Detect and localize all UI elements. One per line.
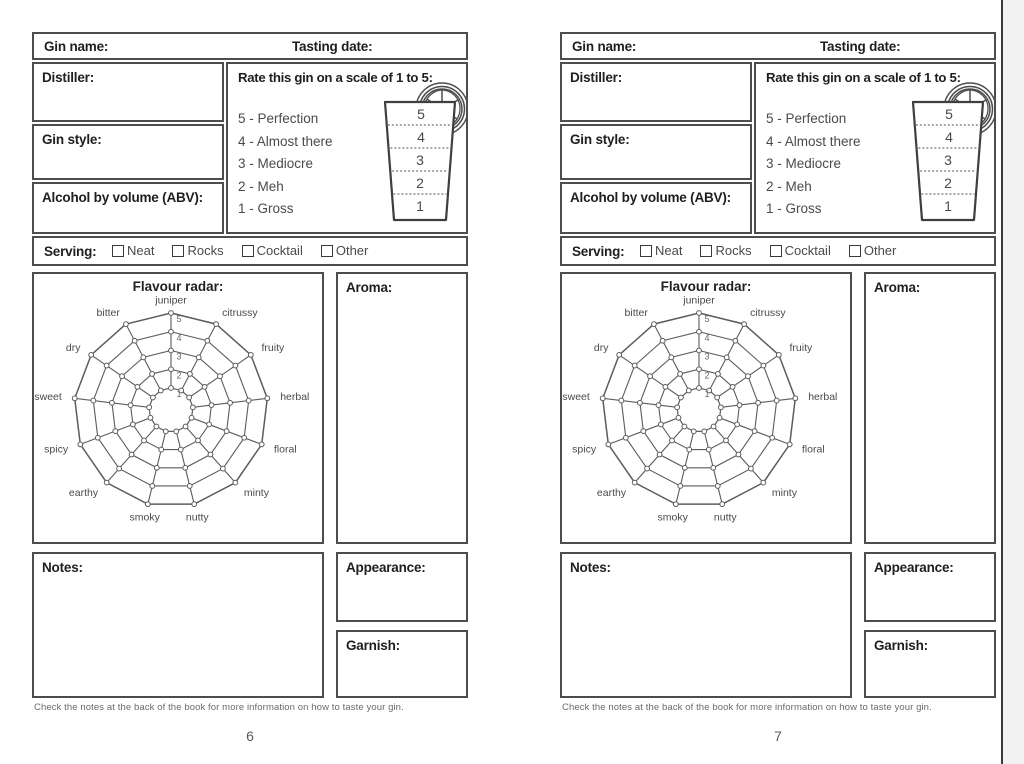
- radar-point: [187, 484, 192, 489]
- radar-point: [196, 355, 201, 360]
- radar-point: [711, 465, 716, 470]
- radar-point: [154, 424, 159, 429]
- radar-point: [702, 429, 707, 434]
- radar-point: [619, 398, 624, 403]
- radar-point: [188, 372, 193, 377]
- rating-item: 3 - Mediocre: [238, 156, 314, 171]
- appearance-label: Appearance:: [874, 560, 954, 575]
- aroma-label: Aroma:: [874, 280, 921, 295]
- garnish-label: Garnish:: [874, 638, 928, 653]
- radar-point: [141, 355, 146, 360]
- radar-point: [124, 322, 129, 327]
- radar-point: [159, 447, 164, 452]
- radar-point: [770, 435, 775, 440]
- checkbox-icon[interactable]: [321, 245, 333, 257]
- rating-item: 3 - Mediocre: [766, 156, 842, 171]
- radar-point: [163, 429, 168, 434]
- radar-point: [208, 452, 213, 457]
- radar-point: [676, 415, 681, 420]
- radar-category-label: nutty: [713, 511, 737, 524]
- radar-point: [233, 363, 238, 368]
- radar-category-label: dry: [65, 342, 81, 354]
- serving-option-other[interactable]: [321, 243, 369, 258]
- flavour-radar-chart[interactable]: [562, 292, 850, 542]
- radar-point: [697, 311, 702, 316]
- radar-point: [717, 415, 722, 420]
- radar-point: [150, 372, 155, 377]
- glass-mark: 3: [416, 152, 424, 168]
- gin-style-field[interactable]: [560, 124, 752, 180]
- glass-mark: 2: [944, 175, 952, 191]
- rating-scale-list: [766, 108, 861, 221]
- serving-option-rocks[interactable]: [172, 243, 223, 258]
- radar-point: [246, 398, 251, 403]
- radar-category-label: nutty: [185, 511, 209, 524]
- radar-point: [697, 329, 702, 334]
- radar-point: [196, 438, 201, 443]
- serving-row: [560, 236, 996, 266]
- radar-point: [638, 400, 643, 405]
- radar-point: [104, 480, 109, 485]
- radar-category-label: floral: [801, 443, 825, 456]
- radar-point: [158, 388, 163, 393]
- aroma-field[interactable]: [336, 272, 468, 544]
- footer-note: Check the notes at the back of the book for more information on how to taste your gin.: [562, 702, 932, 713]
- radar-point: [660, 338, 665, 343]
- radar-point: [652, 322, 657, 327]
- garnish-field[interactable]: [864, 630, 996, 698]
- notes-label: Notes:: [42, 560, 83, 575]
- radar-point: [673, 502, 678, 507]
- flavour-radar-panel[interactable]: [32, 272, 324, 544]
- radar-category-label: smoky: [657, 511, 688, 524]
- radar-category-label: bitter: [624, 307, 648, 320]
- radar-point: [142, 438, 147, 443]
- aroma-field[interactable]: [864, 272, 996, 544]
- aroma-label: Aroma:: [346, 280, 393, 295]
- radar-category-label: herbal: [808, 391, 838, 404]
- radar-category-label: juniper: [683, 294, 715, 307]
- radar-point: [632, 363, 637, 368]
- radar-category-label: dry: [593, 342, 609, 354]
- rating-panel: [226, 62, 468, 234]
- radar-tick-labels: [176, 314, 181, 399]
- radar-point: [657, 452, 662, 457]
- radar-point: [183, 424, 188, 429]
- radar-point: [632, 480, 637, 485]
- radar-tick-label: 3: [176, 351, 182, 362]
- radar-category-label: minty: [771, 486, 797, 499]
- appearance-label: Appearance:: [346, 560, 426, 575]
- radar-point: [678, 395, 683, 400]
- radar-point: [128, 403, 133, 408]
- radar-point: [190, 405, 195, 410]
- radar-point: [669, 355, 674, 360]
- serving-option-label: Cocktail: [256, 243, 303, 258]
- serving-option-label: Other: [335, 243, 369, 258]
- gin-style-label: Gin style:: [42, 132, 102, 147]
- rating-item: 2 - Meh: [766, 178, 812, 194]
- radar-point: [148, 415, 153, 420]
- radar-point: [686, 388, 691, 393]
- radar-point: [233, 480, 238, 485]
- radar-point: [72, 396, 77, 401]
- radar-point: [150, 484, 155, 489]
- radar-point: [682, 424, 687, 429]
- radar-point: [169, 329, 174, 334]
- serving-option-cocktail[interactable]: [770, 243, 831, 258]
- radar-category-label: smoky: [129, 511, 160, 524]
- glass-mark: 1: [416, 198, 424, 214]
- rating-glass-graphic[interactable]: [900, 80, 996, 230]
- radar-point: [748, 466, 753, 471]
- page-number: 6: [246, 728, 254, 744]
- rating-item: 1 - Gross: [766, 201, 822, 216]
- serving-option-label: Neat: [127, 243, 155, 258]
- radar-point: [135, 384, 140, 389]
- serving-option-neat[interactable]: [112, 243, 154, 258]
- radar-point: [678, 372, 683, 377]
- radar-point: [150, 395, 155, 400]
- radar-point: [113, 429, 118, 434]
- radar-category-label: juniper: [155, 294, 187, 307]
- radar-category-label: spicy: [44, 443, 69, 456]
- serving-option-label: Neat: [655, 243, 683, 258]
- radar-point: [192, 502, 197, 507]
- garnish-field[interactable]: [336, 630, 468, 698]
- radar-tick-label: 4: [176, 332, 182, 343]
- radar-point: [658, 422, 663, 427]
- rating-title: Rate this gin on a scale of 1 to 5:: [766, 70, 961, 85]
- distiller-field[interactable]: [32, 62, 224, 122]
- radar-point: [174, 429, 179, 434]
- serving-option-other[interactable]: [849, 243, 897, 258]
- radar-point: [756, 400, 761, 405]
- radar-point: [697, 367, 702, 372]
- gin-name-row[interactable]: [32, 32, 468, 60]
- radar-tick-label: 1: [704, 389, 710, 399]
- radar-point: [209, 403, 214, 408]
- radar-point: [104, 363, 109, 368]
- radar-category-label: herbal: [280, 391, 310, 404]
- radar-point: [715, 484, 720, 489]
- serving-option-label: Rocks: [715, 243, 752, 258]
- radar-point: [187, 395, 192, 400]
- radar-point: [189, 415, 194, 420]
- serving-options: [112, 243, 368, 258]
- radar-point: [687, 447, 692, 452]
- flavour-radar-title: Flavour radar:: [660, 279, 752, 294]
- radar-point: [259, 442, 264, 447]
- rating-item: 5 - Perfection: [766, 111, 847, 126]
- page-left: [20, 0, 480, 764]
- radar-point: [147, 405, 152, 410]
- checkbox-icon[interactable]: [640, 245, 652, 257]
- radar-point: [724, 438, 729, 443]
- radar-point: [606, 442, 611, 447]
- radar-point: [645, 466, 650, 471]
- glass-with-citrus-icon[interactable]: [900, 80, 996, 230]
- checkbox-icon[interactable]: [849, 245, 861, 257]
- appearance-field[interactable]: [336, 552, 468, 622]
- radar-point: [154, 465, 159, 470]
- rating-item: 4 - Almost there: [766, 133, 861, 149]
- radar-point: [697, 386, 702, 391]
- radar-point: [207, 422, 212, 427]
- appearance-field[interactable]: [864, 552, 996, 622]
- notes-field[interactable]: [560, 552, 852, 698]
- radar-point: [678, 484, 683, 489]
- checkbox-icon[interactable]: [172, 245, 184, 257]
- radar-point: [617, 352, 622, 357]
- radar-point: [716, 372, 721, 377]
- gin-name-row[interactable]: [560, 32, 996, 60]
- radar-point: [776, 352, 781, 357]
- radar-point: [675, 405, 680, 410]
- flavour-radar-chart[interactable]: [34, 292, 322, 542]
- radar-point: [761, 363, 766, 368]
- page-number: 7: [774, 728, 782, 744]
- radar-category-label: earthy: [68, 486, 99, 499]
- radar-point: [742, 322, 747, 327]
- radar-point: [205, 338, 210, 343]
- radar-point: [641, 429, 646, 434]
- radar-tick-label: 5: [704, 314, 710, 324]
- radar-point: [89, 352, 94, 357]
- radar-point: [656, 403, 661, 408]
- serving-option-label: Rocks: [187, 243, 224, 258]
- radar-point: [746, 374, 751, 379]
- rating-item: 1 - Gross: [238, 201, 294, 216]
- radar-point: [117, 466, 122, 471]
- radar-category-label: fruity: [261, 342, 285, 354]
- abv-field[interactable]: [560, 182, 752, 234]
- abv-field[interactable]: [32, 182, 224, 234]
- radar-category-label: bitter: [96, 307, 120, 320]
- serving-option-cocktail[interactable]: [242, 243, 303, 258]
- serving-label: Serving:: [44, 244, 97, 259]
- radar-category-label: earthy: [596, 486, 627, 499]
- radar-point: [752, 429, 757, 434]
- footer-note: Check the notes at the back of the book for more information on how to taste your gin.: [34, 702, 404, 713]
- radar-point: [735, 422, 740, 427]
- rating-item: 5 - Perfection: [238, 111, 319, 126]
- radar-point: [132, 338, 137, 343]
- radar-point: [169, 367, 174, 372]
- checkbox-icon[interactable]: [770, 245, 782, 257]
- checkbox-icon[interactable]: [242, 245, 254, 257]
- radar-point: [711, 424, 716, 429]
- gin-style-label: Gin style:: [570, 132, 630, 147]
- distiller-label: Distiller:: [42, 70, 95, 85]
- flavour-radar-title: Flavour radar:: [132, 279, 224, 294]
- radar-point: [120, 374, 125, 379]
- radar-point: [730, 384, 735, 389]
- radar-point: [220, 466, 225, 471]
- serving-options: [640, 243, 896, 258]
- radar-category-label: sweet: [562, 391, 590, 404]
- radar-tick-label: 4: [704, 332, 710, 343]
- gin-name-label: Gin name:: [44, 39, 109, 54]
- radar-point: [130, 422, 135, 427]
- glass-mark: 5: [417, 106, 425, 122]
- radar-point: [682, 465, 687, 470]
- rating-item: 2 - Meh: [238, 178, 284, 194]
- distiller-field[interactable]: [560, 62, 752, 122]
- glass-mark: 5: [945, 106, 953, 122]
- radar-point: [715, 395, 720, 400]
- radar-point: [129, 452, 134, 457]
- radar-point: [242, 435, 247, 440]
- serving-row: [32, 236, 468, 266]
- radar-point: [145, 502, 150, 507]
- radar-point: [224, 429, 229, 434]
- radar-point: [218, 374, 223, 379]
- distiller-label: Distiller:: [570, 70, 623, 85]
- radar-point: [670, 438, 675, 443]
- radar-point: [733, 338, 738, 343]
- radar-tick-label: 3: [704, 351, 710, 362]
- radar-point: [178, 447, 183, 452]
- gin-name-label: Gin name:: [572, 39, 637, 54]
- radar-point: [623, 435, 628, 440]
- serving-option-rocks[interactable]: [700, 243, 751, 258]
- radar-point: [774, 398, 779, 403]
- radar-point: [648, 374, 653, 379]
- radar-point: [663, 384, 668, 389]
- radar-category-label: floral: [273, 443, 297, 456]
- glass-mark: 3: [944, 152, 952, 168]
- garnish-label: Garnish:: [346, 638, 400, 653]
- radar-point: [265, 396, 270, 401]
- notes-label: Notes:: [570, 560, 611, 575]
- radar-category-label: spicy: [572, 443, 597, 456]
- checkbox-icon[interactable]: [112, 245, 124, 257]
- serving-option-neat[interactable]: [640, 243, 682, 258]
- radar-tick-labels: [704, 314, 709, 399]
- radar-point: [737, 403, 742, 408]
- rating-title: Rate this gin on a scale of 1 to 5:: [238, 70, 433, 85]
- radar-point: [169, 386, 174, 391]
- glass-mark: 1: [944, 198, 952, 214]
- radar-category-label: sweet: [34, 391, 62, 404]
- rating-scale-list: [238, 108, 333, 221]
- serving-option-label: Other: [863, 243, 897, 258]
- radar-point: [228, 400, 233, 405]
- rating-item: 4 - Almost there: [238, 133, 333, 149]
- radar-point: [78, 442, 83, 447]
- rating-glass-graphic[interactable]: [372, 80, 468, 230]
- radar-point: [793, 396, 798, 401]
- radar-category-label: citrussy: [750, 307, 786, 320]
- radar-tick-label: 2: [704, 370, 710, 381]
- radar-point: [720, 502, 725, 507]
- radar-point: [248, 352, 253, 357]
- tasting-date-label: Tasting date:: [292, 39, 373, 54]
- radar-point: [761, 480, 766, 485]
- radar-category-label: minty: [243, 486, 269, 499]
- radar-point: [95, 435, 100, 440]
- notes-field[interactable]: [32, 552, 324, 698]
- glass-mark: 4: [417, 129, 425, 145]
- serving-option-label: Cocktail: [784, 243, 831, 258]
- radar-point: [110, 400, 115, 405]
- radar-point: [724, 355, 729, 360]
- glass-with-citrus-icon[interactable]: [372, 80, 468, 230]
- radar-point: [169, 311, 174, 316]
- radar-point: [214, 322, 219, 327]
- radar-point: [600, 396, 605, 401]
- radar-point: [706, 447, 711, 452]
- radar-tick-label: 5: [176, 314, 182, 324]
- radar-point: [691, 429, 696, 434]
- radar-category-label: fruity: [789, 342, 813, 354]
- serving-label: Serving:: [572, 244, 625, 259]
- radar-point: [183, 465, 188, 470]
- radar-category-label: citrussy: [222, 307, 258, 320]
- glass-mark: 4: [945, 129, 953, 145]
- radar-point: [91, 398, 96, 403]
- rating-panel: [754, 62, 996, 234]
- radar-point: [697, 348, 702, 353]
- radar-tick-label: 1: [176, 389, 182, 399]
- checkbox-icon[interactable]: [700, 245, 712, 257]
- abv-label: Alcohol by volume (ABV):: [570, 190, 731, 205]
- abv-label: Alcohol by volume (ABV):: [42, 190, 203, 205]
- radar-tick-label: 2: [176, 370, 182, 381]
- tasting-date-label: Tasting date:: [820, 39, 901, 54]
- radar-point: [718, 405, 723, 410]
- radar-point: [787, 442, 792, 447]
- page-right: [548, 0, 1008, 764]
- gin-style-field[interactable]: [32, 124, 224, 180]
- glass-mark: 2: [416, 175, 424, 191]
- radar-point: [736, 452, 741, 457]
- radar-point: [202, 384, 207, 389]
- flavour-radar-panel[interactable]: [560, 272, 852, 544]
- radar-point: [169, 348, 174, 353]
